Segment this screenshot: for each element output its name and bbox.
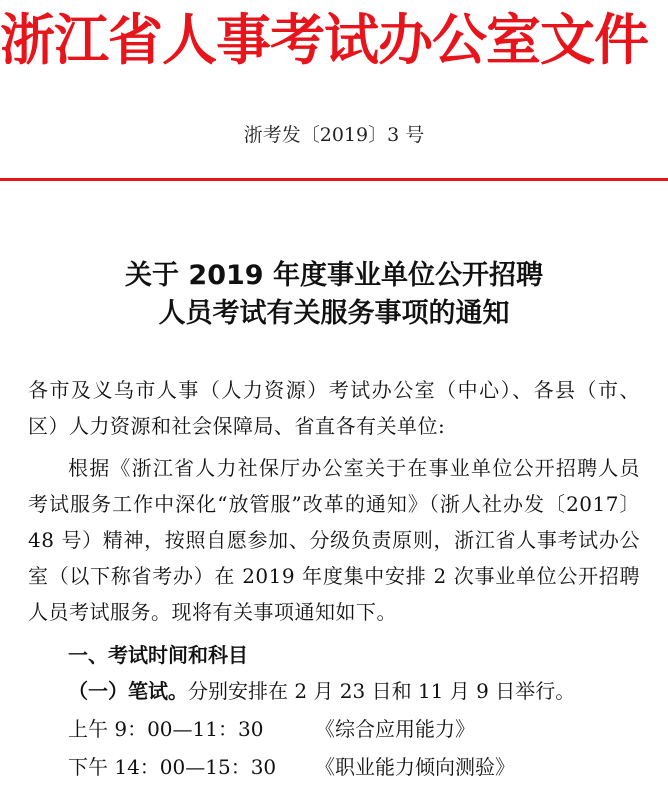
schedule-row	[68, 711, 628, 747]
document-masthead: 浙江省人事考试办公室文件	[0, 8, 649, 72]
red-separator-rule	[0, 178, 668, 181]
written-exam-line	[68, 673, 575, 709]
notice-title-line-1: 关于 2019 年度事业单位公开招聘	[125, 260, 543, 291]
schedule-time: 下午 14：00—15：30	[68, 755, 277, 779]
schedule-time: 上午 9：00—11：30	[68, 717, 264, 741]
schedule-subject: 《职业能力倾向测验》	[315, 755, 515, 779]
document-number: 浙考发〔2019〕3 号	[243, 124, 425, 146]
written-exam-label: （一）笔试。	[68, 679, 188, 703]
schedule-subject: 《综合应用能力》	[315, 717, 475, 741]
section-heading-exam-time: 一、考试时间和科目	[68, 643, 248, 667]
notice-title	[0, 257, 668, 333]
intro-paragraph: 根据《浙江省人力社保厅办公室关于在事业单位公开招聘人员考试服务工作中深化“放管服”改革的通知》（浙人社办发〔2017〕48 号）精神，按照自愿参加、分级负责原则，浙江省人事考试办公室（以下称省考办）在 2019 年度集中安排 2 次事业单位公开招聘人员考试服务。现将有关事项通知如下。	[28, 456, 640, 624]
notice-title-line-2: 人员考试有关服务事项的通知	[158, 298, 510, 329]
schedule-row	[68, 749, 628, 785]
salutation-paragraph: 各市及义乌市人事（人力资源）考试办公室（中心）、各县（市、区）人力资源和社会保障局、省直各有关单位:	[28, 378, 640, 438]
written-exam-dates: 分别安排在 2 月 23 日和 11 月 9 日举行。	[188, 679, 576, 703]
